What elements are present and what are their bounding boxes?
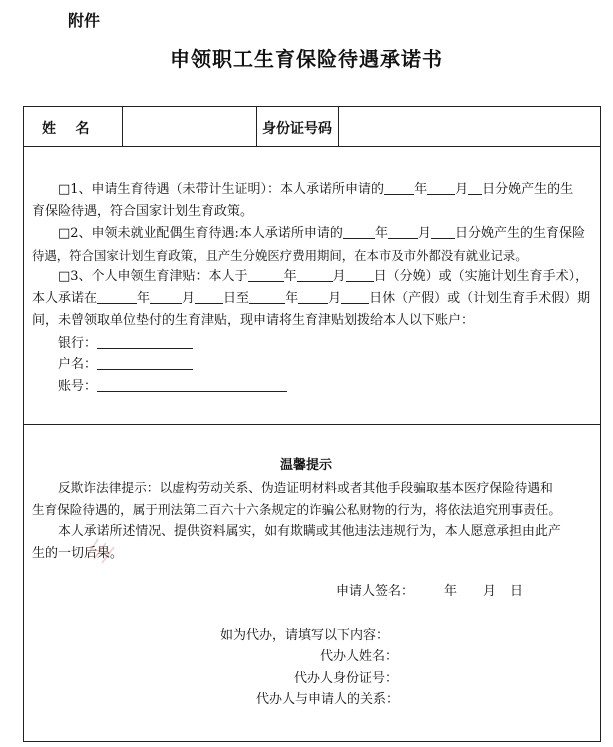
signature-month: 月: [483, 584, 497, 599]
id-number-label: 身份证号码: [262, 121, 332, 137]
option-3-leave-tail: 日休（产假）或（计划生育手术假）期: [369, 291, 591, 306]
applicant-signature-label: 申请人签名：: [336, 584, 415, 599]
leave-end-month-blank[interactable]: [298, 289, 328, 304]
year-text: 年: [283, 269, 297, 284]
bank-row: [58, 334, 193, 354]
notice-line-4: 生的一切后果。: [32, 546, 124, 561]
option-1-day-blank[interactable]: [468, 180, 482, 195]
option-3-line-3: 间，未曾领取单位垫付的生育津贴，现申请将生育津贴划拨给本人以下账户：: [32, 313, 475, 328]
account-number-row: [58, 377, 287, 397]
option-2-month-blank[interactable]: [388, 224, 418, 239]
option-2-line-1: [58, 224, 585, 244]
year-text: 年: [137, 291, 151, 306]
option-2-day-blank[interactable]: [431, 224, 455, 239]
notice-line-2: 生育保险待遇的，属于刑法第二百六十六条规定的诈骗公私财物的行为，将依法追究刑事责任。: [32, 502, 561, 517]
bank-label: 银行：: [58, 336, 98, 351]
year-text: 年: [285, 291, 299, 306]
attachment-label: 附件: [68, 11, 101, 30]
option-1-line-1: [58, 180, 573, 200]
id-label-divider: [338, 107, 339, 146]
option-3-commit-text: 本人承诺在: [32, 291, 98, 306]
bank-field[interactable]: [97, 335, 193, 349]
proxy-id-label: 代办人身份证号：: [294, 671, 399, 686]
option-1-text: □1、申请生育待遇（未带计生证明）：本人承诺所申请的: [58, 182, 385, 197]
signature-year: 年: [444, 584, 458, 599]
header-row-divider: [24, 146, 600, 147]
year-text: 年: [414, 182, 428, 197]
notice-line-3: 本人承诺所述情况、提供资料属实，如有欺瞒或其他违法违规行为，本人愿意承担由此产: [58, 524, 561, 539]
notice-section-divider: [24, 424, 600, 425]
option-3-line-2: [32, 289, 590, 309]
year-text: 年: [374, 226, 388, 241]
option-3-text: □3、个人申领生育津贴：本人于: [58, 269, 248, 284]
leave-start-day-blank[interactable]: [195, 289, 223, 304]
leave-start-month-blank[interactable]: [150, 289, 182, 304]
option-2-year-blank[interactable]: [343, 224, 375, 239]
month-text: 月: [332, 269, 346, 284]
option-2-tail: 日分娩产生的生育保险: [454, 226, 585, 241]
proxy-name-label: 代办人姓名：: [320, 649, 399, 664]
account-name-row: [58, 355, 193, 375]
document-title: 申领职工生育保险待遇承诺书: [170, 47, 443, 71]
month-text: 月: [182, 291, 196, 306]
month-text: 月: [417, 226, 431, 241]
proxy-intro: 如为代办，请填写以下内容：: [220, 628, 390, 643]
month-text: 月: [455, 182, 469, 197]
option-2-line-2: 待遇，符合国家计划生育政策，且产生分娩医疗费用期间，在本市及市外都没有就业记录。: [32, 248, 528, 263]
month-text: 月: [328, 291, 342, 306]
applicant-signature-row: [336, 582, 523, 602]
name-value-divider: [256, 107, 257, 146]
notice-heading: 温馨提示: [280, 458, 333, 473]
account-number-field[interactable]: [97, 378, 287, 392]
option-3-year-blank[interactable]: [248, 267, 284, 282]
leave-end-year-blank[interactable]: [249, 289, 285, 304]
account-number-label: 账号：: [58, 379, 98, 394]
option-3-day-blank[interactable]: [346, 267, 374, 282]
option-3-month-blank[interactable]: [297, 267, 333, 282]
option-1-tail: 日分娩产生的生: [482, 182, 574, 197]
commitment-form: [23, 106, 601, 742]
account-name-field[interactable]: [97, 356, 193, 370]
leave-end-day-blank[interactable]: [341, 289, 369, 304]
signature-day: 日: [510, 584, 524, 599]
option-3-line-1: [58, 267, 588, 287]
option-2-text: □2、申领未就业配偶生育待遇:本人承诺所申请的: [58, 226, 343, 241]
name-label: 姓 名: [42, 121, 90, 137]
proxy-relation-label: 代办人与申请人的关系：: [256, 692, 400, 707]
name-label-divider: [122, 107, 123, 146]
notice-line-1: 反欺诈法律提示：以虚构劳动关系、伪造证明材料或者其他手段骗取基本医疗保险待遇和: [58, 480, 553, 495]
leave-start-year-blank[interactable]: [97, 289, 137, 304]
option-1-year-blank[interactable]: [384, 180, 414, 195]
option-1-month-blank[interactable]: [427, 180, 455, 195]
account-name-label: 户名：: [58, 357, 98, 372]
option-3-tail: 日（分娩）或（实施计划生育手术），: [373, 269, 589, 284]
option-1-line-2: 育保险待遇，符合国家计划生育政策。: [32, 204, 254, 219]
to-text: 日至: [223, 291, 250, 306]
